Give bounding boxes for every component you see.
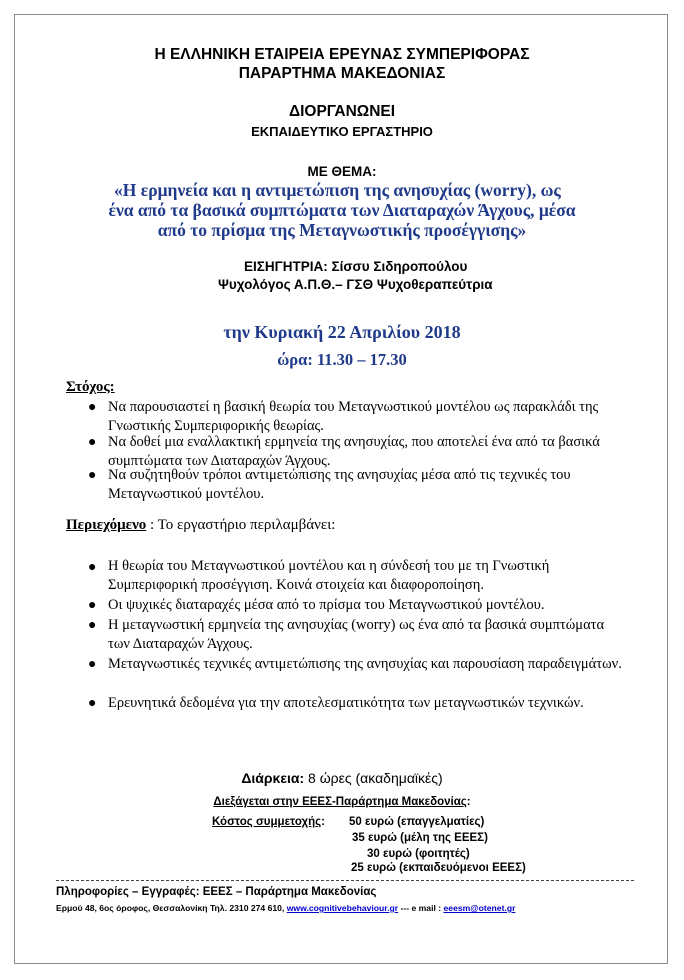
website-link[interactable]: www.cognitivebehaviour.gr bbox=[286, 903, 399, 913]
speaker-title: Ψυχολόγος Α.Π.Θ.– ΓΣΘ Ψυχοθεραπεύτρια bbox=[218, 277, 493, 292]
divider bbox=[56, 880, 634, 881]
topic-title-line1: «Η ερμηνεία και η αντιμετώπιση της ανησυχίας (worry), ως bbox=[114, 180, 561, 200]
topic-title-line3: από το πρίσμα της Μεταγνωστικής προσέγγισης» bbox=[157, 220, 527, 240]
content-heading-row bbox=[66, 517, 335, 534]
goal-heading: Στόχος: bbox=[66, 379, 115, 395]
content-item: Μεταγνωστικές τεχνικές αντιμετώπισης της ανησυχίας και παρουσίαση παραδειγμάτων. bbox=[108, 656, 622, 672]
cost-item: 30 ευρώ (φοιτητές) bbox=[367, 848, 470, 860]
duration-label: Διάρκεια: bbox=[241, 770, 305, 786]
footer-contact bbox=[56, 903, 515, 913]
duration-value: 8 ώρες (ακαδημαϊκές) bbox=[304, 770, 443, 786]
duration-row bbox=[0, 770, 684, 786]
content-item: Ερευνητικά δεδομένα για την αποτελεσματικότητα των μεταγνωστικών τεχνικών. bbox=[108, 695, 584, 711]
venue-text: Διεξάγεται στην ΕΕΕΣ-Παράρτημα Μακεδονίας bbox=[213, 796, 467, 808]
cost-item: 35 ευρώ (μέλη της ΕΕΕΣ) bbox=[352, 832, 488, 844]
bullet-icon: ● bbox=[88, 657, 97, 672]
content-heading: Περιεχόμενο bbox=[66, 517, 147, 533]
event-type: ΕΚΠΑΙΔΕΥΤΙΚΟ ΕΡΓΑΣΤΗΡΙΟ bbox=[251, 124, 433, 139]
venue-row bbox=[0, 796, 684, 808]
footer-info: Πληροφορίες – Εγγραφές: ΕΕΕΣ – Παράρτημα Μακεδονίας bbox=[56, 886, 377, 898]
cost-label: Κόστος συμμετοχής bbox=[212, 816, 322, 828]
cost-item: 25 ευρώ (εκπαιδευόμενοι ΕΕΕΣ) bbox=[351, 862, 526, 874]
bullet-icon: ● bbox=[88, 400, 97, 415]
bullet-icon: ● bbox=[88, 598, 97, 613]
org-name: Η ΕΛΛΗΝΙΚΗ ΕΤΑΙΡΕΙΑ ΕΡΕΥΝΑΣ ΣΥΜΠΕΡΙΦΟΡΑΣ bbox=[154, 46, 530, 63]
cost-colon: : bbox=[321, 816, 325, 828]
email-label: --- e mail : bbox=[398, 903, 444, 913]
topic-label: ΜΕ ΘΕΜΑ: bbox=[307, 164, 377, 179]
goal-item: Να παρουσιαστεί η βασική θεωρία του Μεταγνωστικού μοντέλου ως παρακλάδι της Γνωστικής Συμπεριφορικής θεωρίας. bbox=[108, 399, 599, 434]
bullet-icon: ● bbox=[88, 435, 97, 450]
cost-label-row bbox=[212, 816, 325, 828]
speaker-name: ΕΙΣΗΓΗΤΡΙΑ: Σίσσυ Σιδηροπούλου bbox=[244, 259, 468, 274]
content-intro: : Το εργαστήριο περιλαμβάνει: bbox=[146, 517, 336, 533]
content-item: Η μεταγνωστική ερμηνεία της ανησυχίας (worry) ως ένα από τα βασικά συμπτώματα των Διαταραχών Άγχους. bbox=[108, 617, 605, 652]
bullet-icon: ● bbox=[88, 618, 97, 633]
topic-title-line2: ένα από τα βασικά συμπτώματα των Διαταραχών Άγχους, μέσα bbox=[108, 200, 576, 220]
bullet-icon: ● bbox=[88, 696, 97, 711]
event-time: ώρα: 11.30 – 17.30 bbox=[277, 350, 407, 369]
bullet-icon: ● bbox=[88, 560, 97, 575]
content-item: Οι ψυχικές διαταραχές μέσα από το πρίσμα του Μεταγνωστικού μοντέλου. bbox=[108, 597, 545, 613]
org-branch: ΠΑΡΑΡΤΗΜΑ ΜΑΚΕΔΟΝΙΑΣ bbox=[238, 65, 446, 82]
email-link[interactable]: eeesm@otenet.gr bbox=[443, 903, 516, 913]
organizes-heading: ΔΙΟΡΓΑΝΩΝΕΙ bbox=[288, 103, 396, 120]
footer-address: Ερμού 48, 6ος όροφος, Θεσσαλονίκη Τηλ. 2310 274 610, bbox=[56, 903, 287, 913]
bullet-icon: ● bbox=[88, 468, 97, 483]
event-date: την Κυριακή 22 Απριλίου 2018 bbox=[223, 322, 461, 342]
content-item: Η θεωρία του Μεταγνωστικού μοντέλου και η σύνδεσή του με τη Γνωστική Συμπεριφορική προσέγγιση. Κοινά στοιχεία και διαφοροποίηση. bbox=[108, 558, 550, 593]
goal-item: Να δοθεί μια εναλλακτική ερμηνεία της ανησυχίας, που αποτελεί ένα από τα βασικά συμπτώματα των Διαταραχών Άγχους. bbox=[108, 434, 600, 469]
goal-item: Να συζητηθούν τρόποι αντιμετώπισης της ανησυχίας μέσα από τις τεχνικές του Μεταγνωστικού μοντέλου. bbox=[108, 467, 571, 502]
venue-colon: : bbox=[466, 796, 471, 808]
cost-item: 50 ευρώ (επαγγελματίες) bbox=[349, 816, 485, 828]
